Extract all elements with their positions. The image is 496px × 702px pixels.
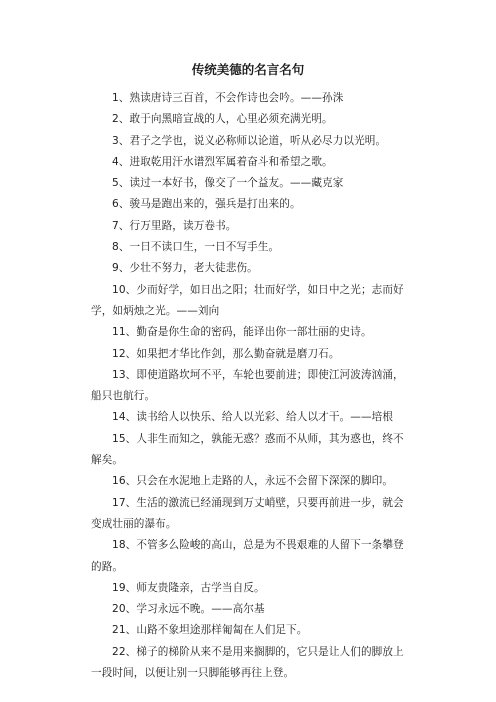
quote-item: 22、梯子的梯阶从来不是用来搁脚的，它只是让人们的脚放上一段时间，以便让别一只脚能够再往上登。 [91, 645, 404, 680]
quote-item: 15、人非生而知之，孰能无惑？惑而不从师，其为惑也，终不解矣。 [91, 432, 404, 467]
quote-item: 13、即使道路坎坷不平，车轮也要前进；即使江河波涛汹涌，船只也航行。 [91, 368, 404, 403]
quote-item: 3、君子之学也，说义必称师以论道，听从必尽力以光明。 [112, 134, 387, 147]
quote-item: 4、进取乾用汗水谱烈军属着奋斗和希望之歌。 [112, 155, 333, 168]
quote-item: 21、山路不象坦途那样匍匐在人们足下。 [112, 624, 308, 637]
quote-item: 5、读过一本好书，像交了一个益友。——藏克家 [112, 177, 344, 190]
quote-item: 16、只会在水泥地上走路的人，永远不会留下深深的脚印。 [112, 475, 394, 488]
quote-item: 14、读书给人以快乐、给人以光彩、给人以才干。——培根 [112, 411, 394, 424]
document-title: 传统美德的名言名句 [191, 62, 305, 77]
quote-list [91, 88, 411, 684]
quote-item: 7、行万里路，读万卷书。 [112, 219, 237, 232]
quote-item: 18、不管多么险峻的高山，总是为不畏艰难的人留下一条攀登的路。 [91, 539, 404, 573]
quote-item: 20、学习永远不晚。——高尔基 [112, 603, 265, 616]
quote-item: 1、熟读唐诗三百首，不会作诗也会吟。——孙洙 [112, 92, 344, 104]
quote-item: 6、骏马是跑出来的，强兵是打出来的。 [112, 198, 301, 211]
quote-item: 10、少而好学，如日出之阳；壮而好学，如日中之光；志而好学，如炳烛之光。——刘向 [91, 283, 404, 317]
quote-item: 12、如果把才华比作剑，那么勤奋就是磨刀石。 [112, 347, 340, 360]
quote-item: 2、敢于向黑暗宣战的人，心里必须充满光明。 [112, 113, 333, 126]
quote-item: 11、勤奋是你生命的密码，能译出你一部壮丽的史诗。 [112, 326, 372, 339]
quote-item: 19、师友贵隆亲，古学当自反。 [112, 581, 265, 594]
quote-item: 17、生活的激流已经涌现到万丈峭壁，只要再前进一步，就会变成壮丽的瀑布。 [91, 496, 404, 530]
quote-item: 9、少壮不努力，老大徒悲伤。 [112, 262, 258, 275]
quote-item: 8、一日不读口生，一日不写手生。 [112, 241, 280, 254]
